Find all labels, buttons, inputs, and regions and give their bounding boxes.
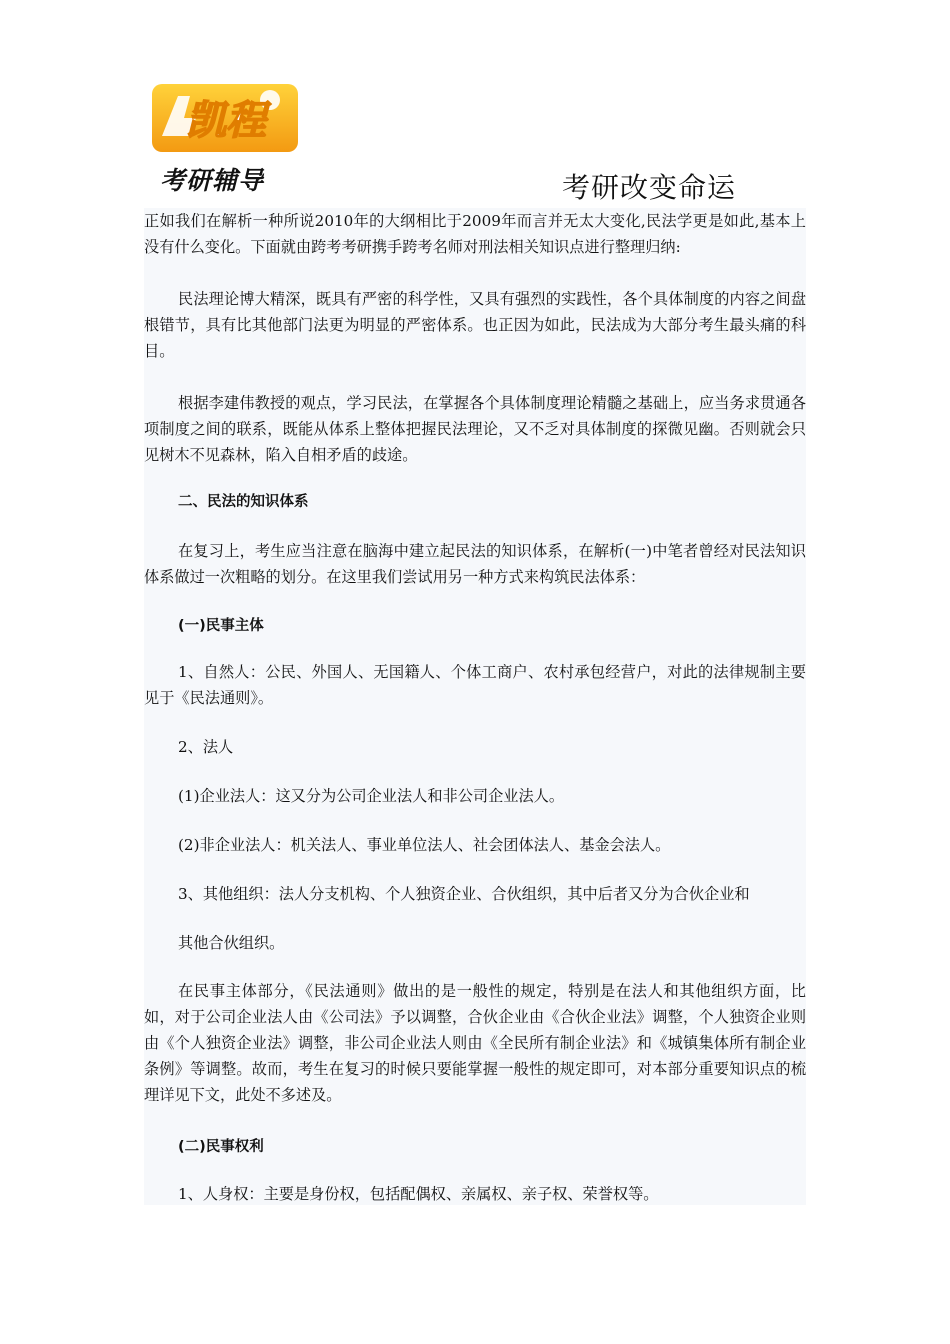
- paragraph: 1、人身权：主要是身份权，包括配偶权、亲属权、亲子权、荣誉权等。: [178, 1185, 659, 1203]
- paragraph: 其他合伙组织。: [178, 934, 285, 952]
- section-heading: (一)民事主体: [178, 618, 264, 634]
- paragraph: 在民事主体部分，《民法通则》做出的是一般性的规定，特别是在法人和其他组织方面，比如，对于公司企业法人由《公司法》予以调整，合伙企业由《合伙企业法》调整，个人独资企业则由《个人独资企业法》调整，非公司企业法人则由《全民所有制企业法》和《城镇集体所有制企业条例》等调整。故而，考生在复习的时候只要能掌握一般性的规定即可，对本部分重要知识点的梳理详见下文，此处不多述及。: [144, 982, 806, 1104]
- paragraph: 根据李建伟教授的观点，学习民法，在掌握各个具体制度理论精髓之基础上，应当务求贯通各项制度之间的联系，既能从体系上整体把握民法理论，又不乏对具体制度的探微见幽。否则就会只见树木不见森林，陷入自相矛盾的歧途。: [144, 394, 806, 464]
- paragraph: 2、法人: [178, 738, 234, 756]
- brand-logo: [150, 78, 305, 196]
- slogan: 考研改变命运: [562, 171, 737, 204]
- paragraph: (2)非企业法人：机关法人、事业单位法人、社会团体法人、基金会法人。: [178, 836, 671, 854]
- logo-subtitle: 考研辅导: [160, 166, 265, 195]
- paragraph: 在复习上，考生应当注意在脑海中建立起民法的知识体系，在解析(一)中笔者曾经对民法知识体系做过一次粗略的划分。在这里我们尝试用另一种方式来构筑民法体系：: [144, 542, 806, 586]
- article-body: [144, 208, 806, 1205]
- section-heading: 二、民法的知识体系: [178, 494, 309, 510]
- kaicheng-logo-icon: [150, 78, 300, 158]
- svg-text:凯程: 凯程: [186, 98, 266, 144]
- paragraph: 1、自然人：公民、外国人、无国籍人、个体工商户、农村承包经营户，对此的法律规制主要见于《民法通则》。: [144, 663, 806, 707]
- paragraph-intro: 正如我们在解析一种所说2010年的大纲相比于2009年而言并无太大变化,民法学更是如此,基本上没有什么变化。下面就由跨考考研携手跨考名师对刑法相关知识点进行整理归纳:: [144, 212, 806, 256]
- paragraph: 民法理论博大精深，既具有严密的科学性，又具有强烈的实践性，各个具体制度的内容之间盘根错节，具有比其他部门法更为明显的严密体系。也正因为如此，民法成为大部分考生最头痛的科目。: [144, 290, 806, 360]
- paragraph: (1)企业法人：这又分为公司企业法人和非公司企业法人。: [178, 787, 565, 805]
- section-heading: (二)民事权利: [178, 1139, 264, 1155]
- paragraph: 3、其他组织：法人分支机构、个人独资企业、合伙组织，其中后者又分为合伙企业和: [178, 885, 750, 903]
